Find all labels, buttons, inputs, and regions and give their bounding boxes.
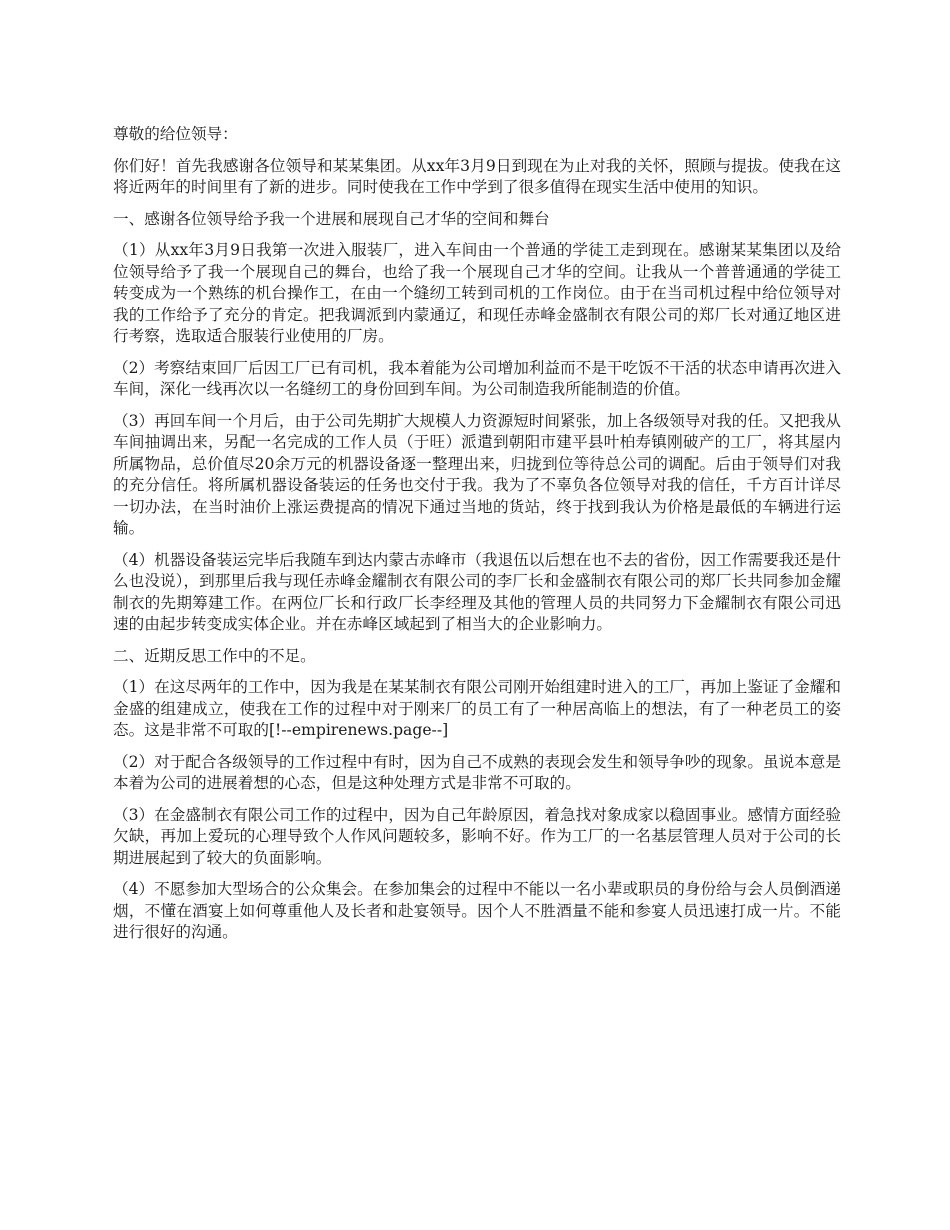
paragraph-greeting: 你们好！首先我感谢各位领导和某某集团。从xx年3月9日到现在为止对我的关怀，照顾与提拔。使我在这将近两年的时间里有了新的进步。同时使我在工作中学到了很多值得在现实生活中使用的知识。 bbox=[113, 156, 841, 196]
paragraph-1-4: （4）机器设备装运完毕后我随车到达内蒙古赤峰市（我退伍以后想在也不去的省份，因工作需要我还是什么也没说），到那里后我与现任赤峰金耀制衣有限公司的李厂长和金盛制衣有限公司的郑厂长共同参加金耀制衣的先期筹建工作。在两位厂长和行政厂长李经理及其他的管理人员的共同努力下金耀制衣有限公司迅速的由起步转变成实体企业。并在赤峰区域起到了相当大的企业影响力。 bbox=[113, 550, 842, 633]
section-heading-1: 一、感谢各位领导给予我一个进展和展现自己才华的空间和舞台 bbox=[113, 209, 550, 228]
section-heading-2: 二、近期反思工作中的不足。 bbox=[113, 646, 316, 665]
paragraph-2-1: （1）在这尽两年的工作中，因为我是在某某制衣有限公司刚开始组建时进入的工厂，再加上鉴证了金耀和金盛的组建成立，使我在工作的过程中对于刚来厂的员工有了一种居高临上的想法，有了一种老员工的姿态。这是非常不可取的[!--empirenews.page--] bbox=[113, 678, 842, 739]
salutation: 尊敬的给位领导： bbox=[113, 125, 238, 143]
paragraph-2-4: （4）不愿参加大型场合的公众集会。在参加集会的过程中不能以一名小辈或职员的身份给与会人员倒酒递烟，不懂在酒宴上如何尊重他人及长者和赴宴领导。因个人不胜酒量不能和参宴人员迅速打成一片。不能进行很好的沟通。 bbox=[113, 880, 842, 941]
document-body bbox=[113, 124, 841, 954]
paragraph-1-1: （1）从xx年3月9日我第一次进入服装厂，进入车间由一个普通的学徒工走到现在。感谢某某集团以及给位领导给予了我一个展现自己的舞台，也给了我一个展现自己才华的空间。让我从一个普普通通的学徒工转变成为一个熟练的机台操作工，在由一个缝纫工转到司机的工作岗位。由于在当司机过程中给位领导对我的工作给予了充分的肯定。把我调派到内蒙通辽，和现任赤峰金盛制衣有限公司的郑厂长对通辽地区进行考察，选取适合服装行业使用的厂房。 bbox=[113, 241, 841, 345]
paragraph-2-3: （3）在金盛制衣有限公司工作的过程中，因为自己年龄原因，着急找对象成家以稳固事业。感情方面经验欠缺，再加上爱玩的心理导致个人作风问题较多，影响不好。作为工厂的一名基层管理人员对于公司的长期进展起到了较大的负面影响。 bbox=[113, 805, 842, 867]
paragraph-1-2: （2）考察结束回厂后因工厂已有司机，我本着能为公司增加利益而不是干吃饭不干活的状态申请再次进入车间，深化一线再次以一名缝纫工的身份回到车间。为公司制造我所能制造的价值。 bbox=[113, 358, 842, 398]
paragraph-1-3: （3）再回车间一个月后，由于公司先期扩大规模人力资源短时间紧张，加上各级领导对我的任。又把我从车间抽调出来，另配一名完成的工作人员（于旺）派遣到朝阳市建平县叶柏寿镇刚破产的工厂，将其屋内所属物品，总价值尽20余万元的机器设备逐一整理出来，归拢到位等待总公司的调配。后由于领导们对我的充分信任。将所属机器设备装运的任务也交付于我。我为了不辜负各位领导对我的信任，千方百计详尽一切办法，在当时油价上涨运费提高的情况下通过当地的货站，终于找到我认为价格是最低的车辆进行运输。 bbox=[113, 411, 842, 537]
paragraph-2-2: （2）对于配合各级领导的工作过程中有时，因为自己不成熟的表现会发生和领导争吵的现象。虽说本意是本着为公司的进展着想的心态，但是这种处理方式是非常不可取的。 bbox=[113, 752, 842, 792]
